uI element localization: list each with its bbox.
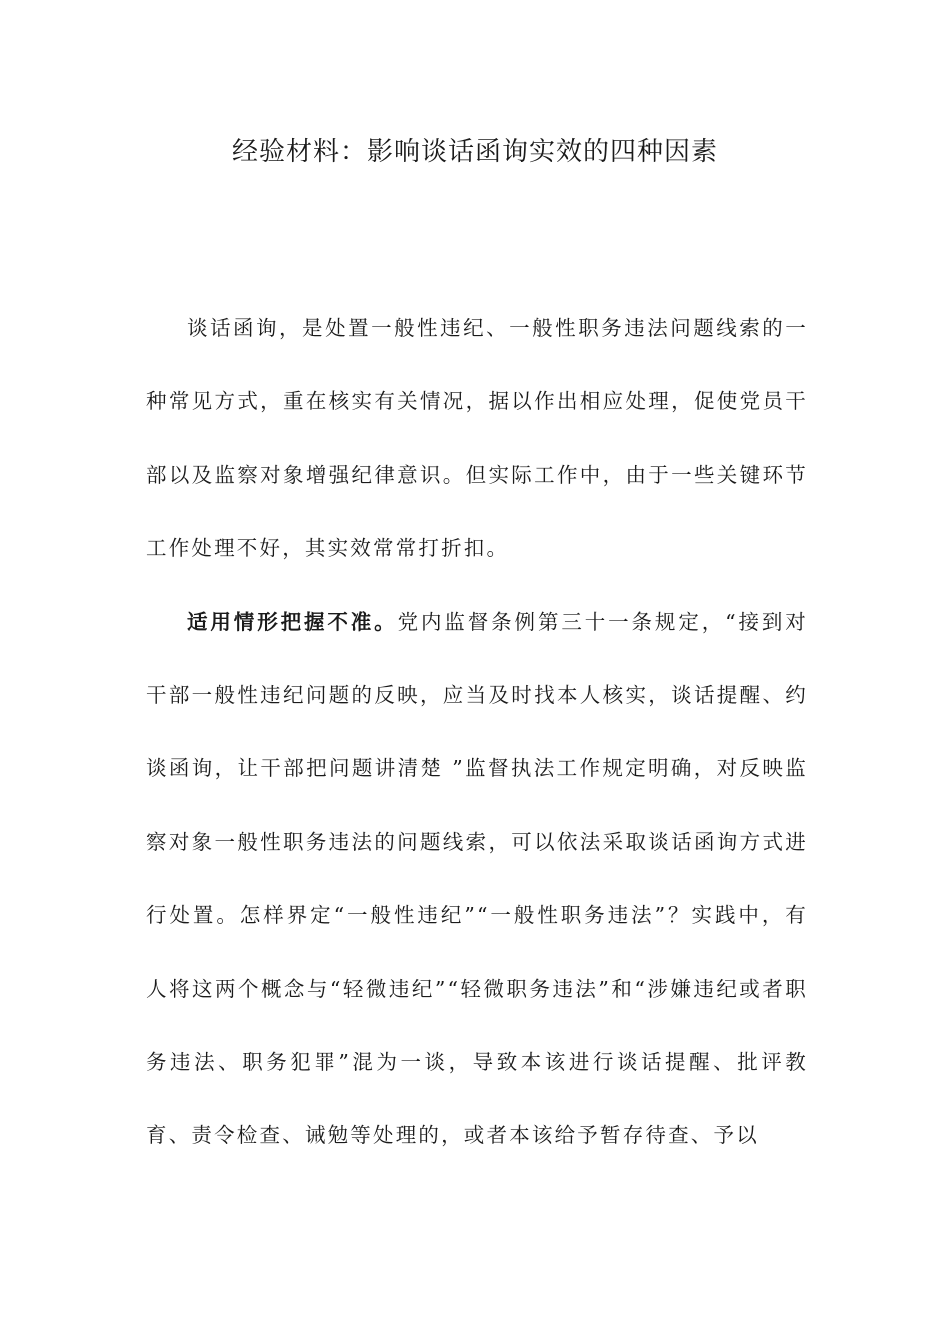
paragraph-factor-1 bbox=[146, 586, 808, 1173]
document-title: 经验材料：影响谈话函询实效的四种因素 bbox=[231, 137, 718, 167]
paragraph-intro bbox=[146, 292, 808, 586]
paragraph-intro-text: 谈话函询，是处置一般性违纪、一般性职务违法问题线索的一种常见方式，重在核实有关情况，据以作出相应处理，促使党员干部以及监察对象增强纪律意识。但实际工作中，由于一些关键环节工作处理不好，其实效常常打折扣。 bbox=[146, 316, 808, 561]
paragraph-factor-1-heading: 适用情形把握不准。 bbox=[187, 609, 398, 634]
document-body bbox=[146, 292, 808, 1173]
paragraph-factor-1-text: 党内监督条例第三十一条规定，“接到对干部一般性违纪问题的反映，应当及时找本人核实，谈话提醒、约谈函询，让干部把问题讲清楚 ”监督执法工作规定明确，对反映监察对象一般性职务违法的问题线索，可以依法采取谈话函询方式进行处置。怎样界定“一般性违纪”“一般性职务违法”？实践中，有人将这两个概念与“轻微违纪”“轻微职务违法”和“涉嫌违纪或者职务违法、职务犯罪”混为一谈，导致本该进行谈话提醒、批评教育、责令检查、诫勉等处理的，或者本该给予暂存待查、予以 bbox=[146, 609, 808, 1148]
